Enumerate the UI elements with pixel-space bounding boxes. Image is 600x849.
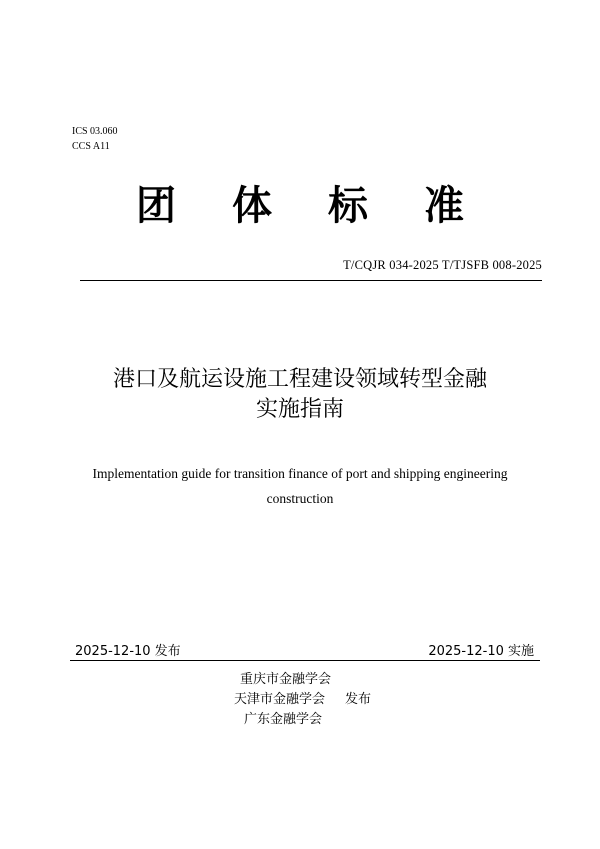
english-title-line-1: Implementation guide for transition finance of port and shipping engineering xyxy=(92,466,508,481)
chinese-title-line-2: 实施指南 xyxy=(255,397,344,422)
publisher-chongqing: 重庆市金融学会 xyxy=(240,672,332,687)
footer-divider xyxy=(70,660,540,661)
doc-type-char: 标 xyxy=(328,182,368,229)
doc-type-char: 准 xyxy=(424,182,464,229)
header-divider xyxy=(80,280,542,281)
publisher-tianjin: 天津市金融学会 xyxy=(234,692,326,707)
chinese-title xyxy=(0,365,600,425)
doc-type-char: 团 xyxy=(136,182,176,229)
publisher-guangdong: 广东金融学会 xyxy=(244,712,323,727)
standard-number: T/CQJR 034-2025 T/TJSFB 008-2025 xyxy=(343,258,542,272)
doc-type-char: 体 xyxy=(232,182,272,229)
implement-date: 2025-12-10 实施 xyxy=(428,644,534,659)
document-type-heading xyxy=(0,177,600,227)
chinese-title-line-1: 港口及航运设施工程建设领域转型金融 xyxy=(112,367,487,392)
publish-label: 发布 xyxy=(345,692,372,707)
publish-date: 2025-12-10 发布 xyxy=(75,644,181,659)
english-title-line-2: construction xyxy=(266,491,334,506)
ics-code: ICS 03.060 xyxy=(72,126,118,137)
english-title xyxy=(70,461,530,511)
ccs-code: CCS A11 xyxy=(72,141,110,152)
